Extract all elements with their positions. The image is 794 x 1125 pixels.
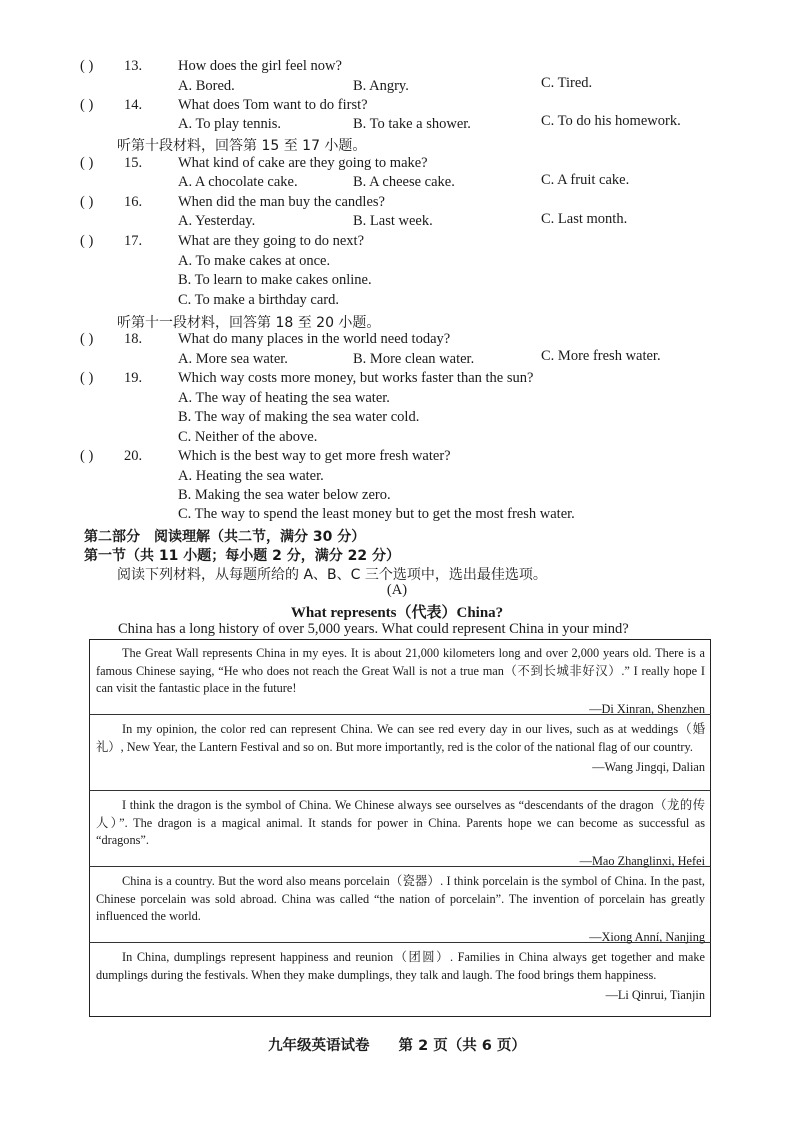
question-number: 14. (124, 97, 143, 113)
option-b: B. Last week. (353, 213, 433, 229)
answer-blank: ( ) (80, 97, 94, 113)
question-stem: What are they going to do next? (178, 233, 365, 249)
answer-blank: ( ) (80, 448, 94, 464)
option-b: B. Angry. (353, 78, 409, 94)
answer-blank: ( ) (80, 58, 94, 74)
option-a: A. Heating the sea water. (178, 468, 324, 484)
option-a: A. The way of heating the sea water. (178, 390, 390, 406)
question-stem: What do many places in the world need today? (178, 331, 451, 347)
option-a: A. More sea water. (178, 351, 288, 367)
option-b: B. A cheese cake. (353, 174, 455, 190)
question-stem: How does the girl feel now? (178, 58, 342, 74)
question-stem: Which is the best way to get more fresh water? (178, 448, 451, 464)
option-a: A. To play tennis. (178, 116, 282, 132)
testimonial-entry (89, 641, 711, 718)
divider (89, 714, 711, 715)
option-c: C. To do his homework. (541, 113, 681, 129)
question-number: 18. (124, 331, 143, 347)
passage-label: (A) (386, 582, 408, 598)
passage-title: What represents（代表）China? (290, 605, 504, 621)
testimonial-text: In China, dumplings represent happiness and reunion（团圆）. Families in China always get together and make dumplings during the festivals. When they make dumplings, they talk and laugh. The food brings them happiness. (96, 950, 705, 982)
testimonial-text: In my opinion, the color red can represent China. We can see red every day in our lives, such as at weddings（婚礼）, New Year, the Lantern Festival and so on. But more importantly, red is the color of the national flag of our country. (96, 722, 705, 754)
question-number: 19. (124, 370, 143, 386)
option-b: B. To take a shower. (353, 116, 471, 132)
testimonial-author: —Di Xinran, Shenzhen (589, 701, 705, 716)
directions: 阅读下列材料，从每题所给的 A、B、C 三个选项中，选出最佳选项。 (117, 567, 547, 583)
option-a: A. A chocolate cake. (178, 174, 298, 190)
option-b: B. More clean water. (353, 351, 475, 367)
option-c: C. More fresh water. (541, 348, 661, 364)
question-number: 17. (124, 233, 143, 249)
testimonial-entry (89, 717, 711, 777)
testimonial-text: The Great Wall represents China in my eyes. It is about 21,000 kilometers long and over 2,000 years old. There is a famous Chinese saying, “He who does not reach the Great Wall is not a true man（不到长城非好汉）.” I really hope I can visit the fantastic place in the future! (96, 646, 705, 695)
answer-blank: ( ) (80, 233, 94, 249)
testimonial-author: —Xiong Anní, Nanjing (589, 929, 705, 944)
option-c: C. To make a birthday card. (178, 292, 339, 308)
section-instruction: 听第十段材料，回答第 15 至 17 小题。 (117, 138, 367, 154)
option-b: B. Making the sea water below zero. (178, 487, 391, 503)
question-stem: Which way costs more money, but works faster than the sun? (178, 370, 534, 386)
testimonial-author: —Mao Zhanglinxi, Hefei (579, 853, 705, 868)
option-a: A. Yesterday. (178, 213, 256, 229)
testimonial-text: I think the dragon is the symbol of China. We Chinese always see ourselves as “descendants of the dragon（龙的传人）”. The dragon is a magical animal. It stands for power in China. Parents hope we can become as successful as “dragons”. (96, 798, 705, 847)
answer-blank: ( ) (80, 155, 94, 171)
answer-blank: ( ) (80, 331, 94, 347)
page-footer: 九年级英语试卷 第 2 页（共 6 页） (268, 1038, 526, 1054)
testimonial-author: —Li Qinrui, Tianjin (605, 988, 705, 1002)
option-c: C. Last month. (541, 211, 628, 227)
divider (89, 790, 711, 791)
question-number: 13. (124, 58, 143, 74)
option-c: C. The way to spend the least money but to get the most fresh water. (178, 506, 575, 522)
testimonial-entry (89, 945, 711, 1005)
testimonial-author: —Wang Jingqi, Dalian (592, 760, 705, 774)
divider (89, 942, 711, 943)
passage-intro: China has a long history of over 5,000 years. What could represent China in your mind? (118, 621, 629, 637)
question-number: 16. (124, 194, 143, 210)
question-stem: What kind of cake are they going to make? (178, 155, 428, 171)
answer-blank: ( ) (80, 194, 94, 210)
option-c: C. Tired. (541, 75, 593, 91)
testimonial-entry (89, 869, 711, 946)
question-stem: What does Tom want to do first? (178, 97, 368, 113)
divider (89, 866, 711, 867)
option-b: B. The way of making the sea water cold. (178, 409, 420, 425)
question-number: 20. (124, 448, 143, 464)
testimonial-text: China is a country. But the word also means porcelain（瓷器）. I think porcelain is the symbol of China. In the past, Chinese porcelain was sold abroad. China was called “the nation of porcelain”. The invention of porcelain has greatly influenced the world. (96, 874, 705, 923)
option-b: B. To learn to make cakes online. (178, 272, 372, 288)
question-stem: When did the man buy the candles? (178, 194, 385, 210)
section-heading: 第一节（共 11 小题；每小题 2 分，满分 22 分） (84, 548, 400, 564)
option-a: A. To make cakes at once. (178, 253, 331, 269)
option-c: C. Neither of the above. (178, 429, 318, 445)
part-heading: 第二部分 阅读理解（共二节，满分 30 分） (84, 529, 366, 545)
section-instruction: 听第十一段材料，回答第 18 至 20 小题。 (117, 315, 381, 331)
testimonial-entry (89, 793, 711, 870)
question-number: 15. (124, 155, 143, 171)
option-a: A. Bored. (178, 78, 235, 94)
option-c: C. A fruit cake. (541, 172, 630, 188)
answer-blank: ( ) (80, 370, 94, 386)
